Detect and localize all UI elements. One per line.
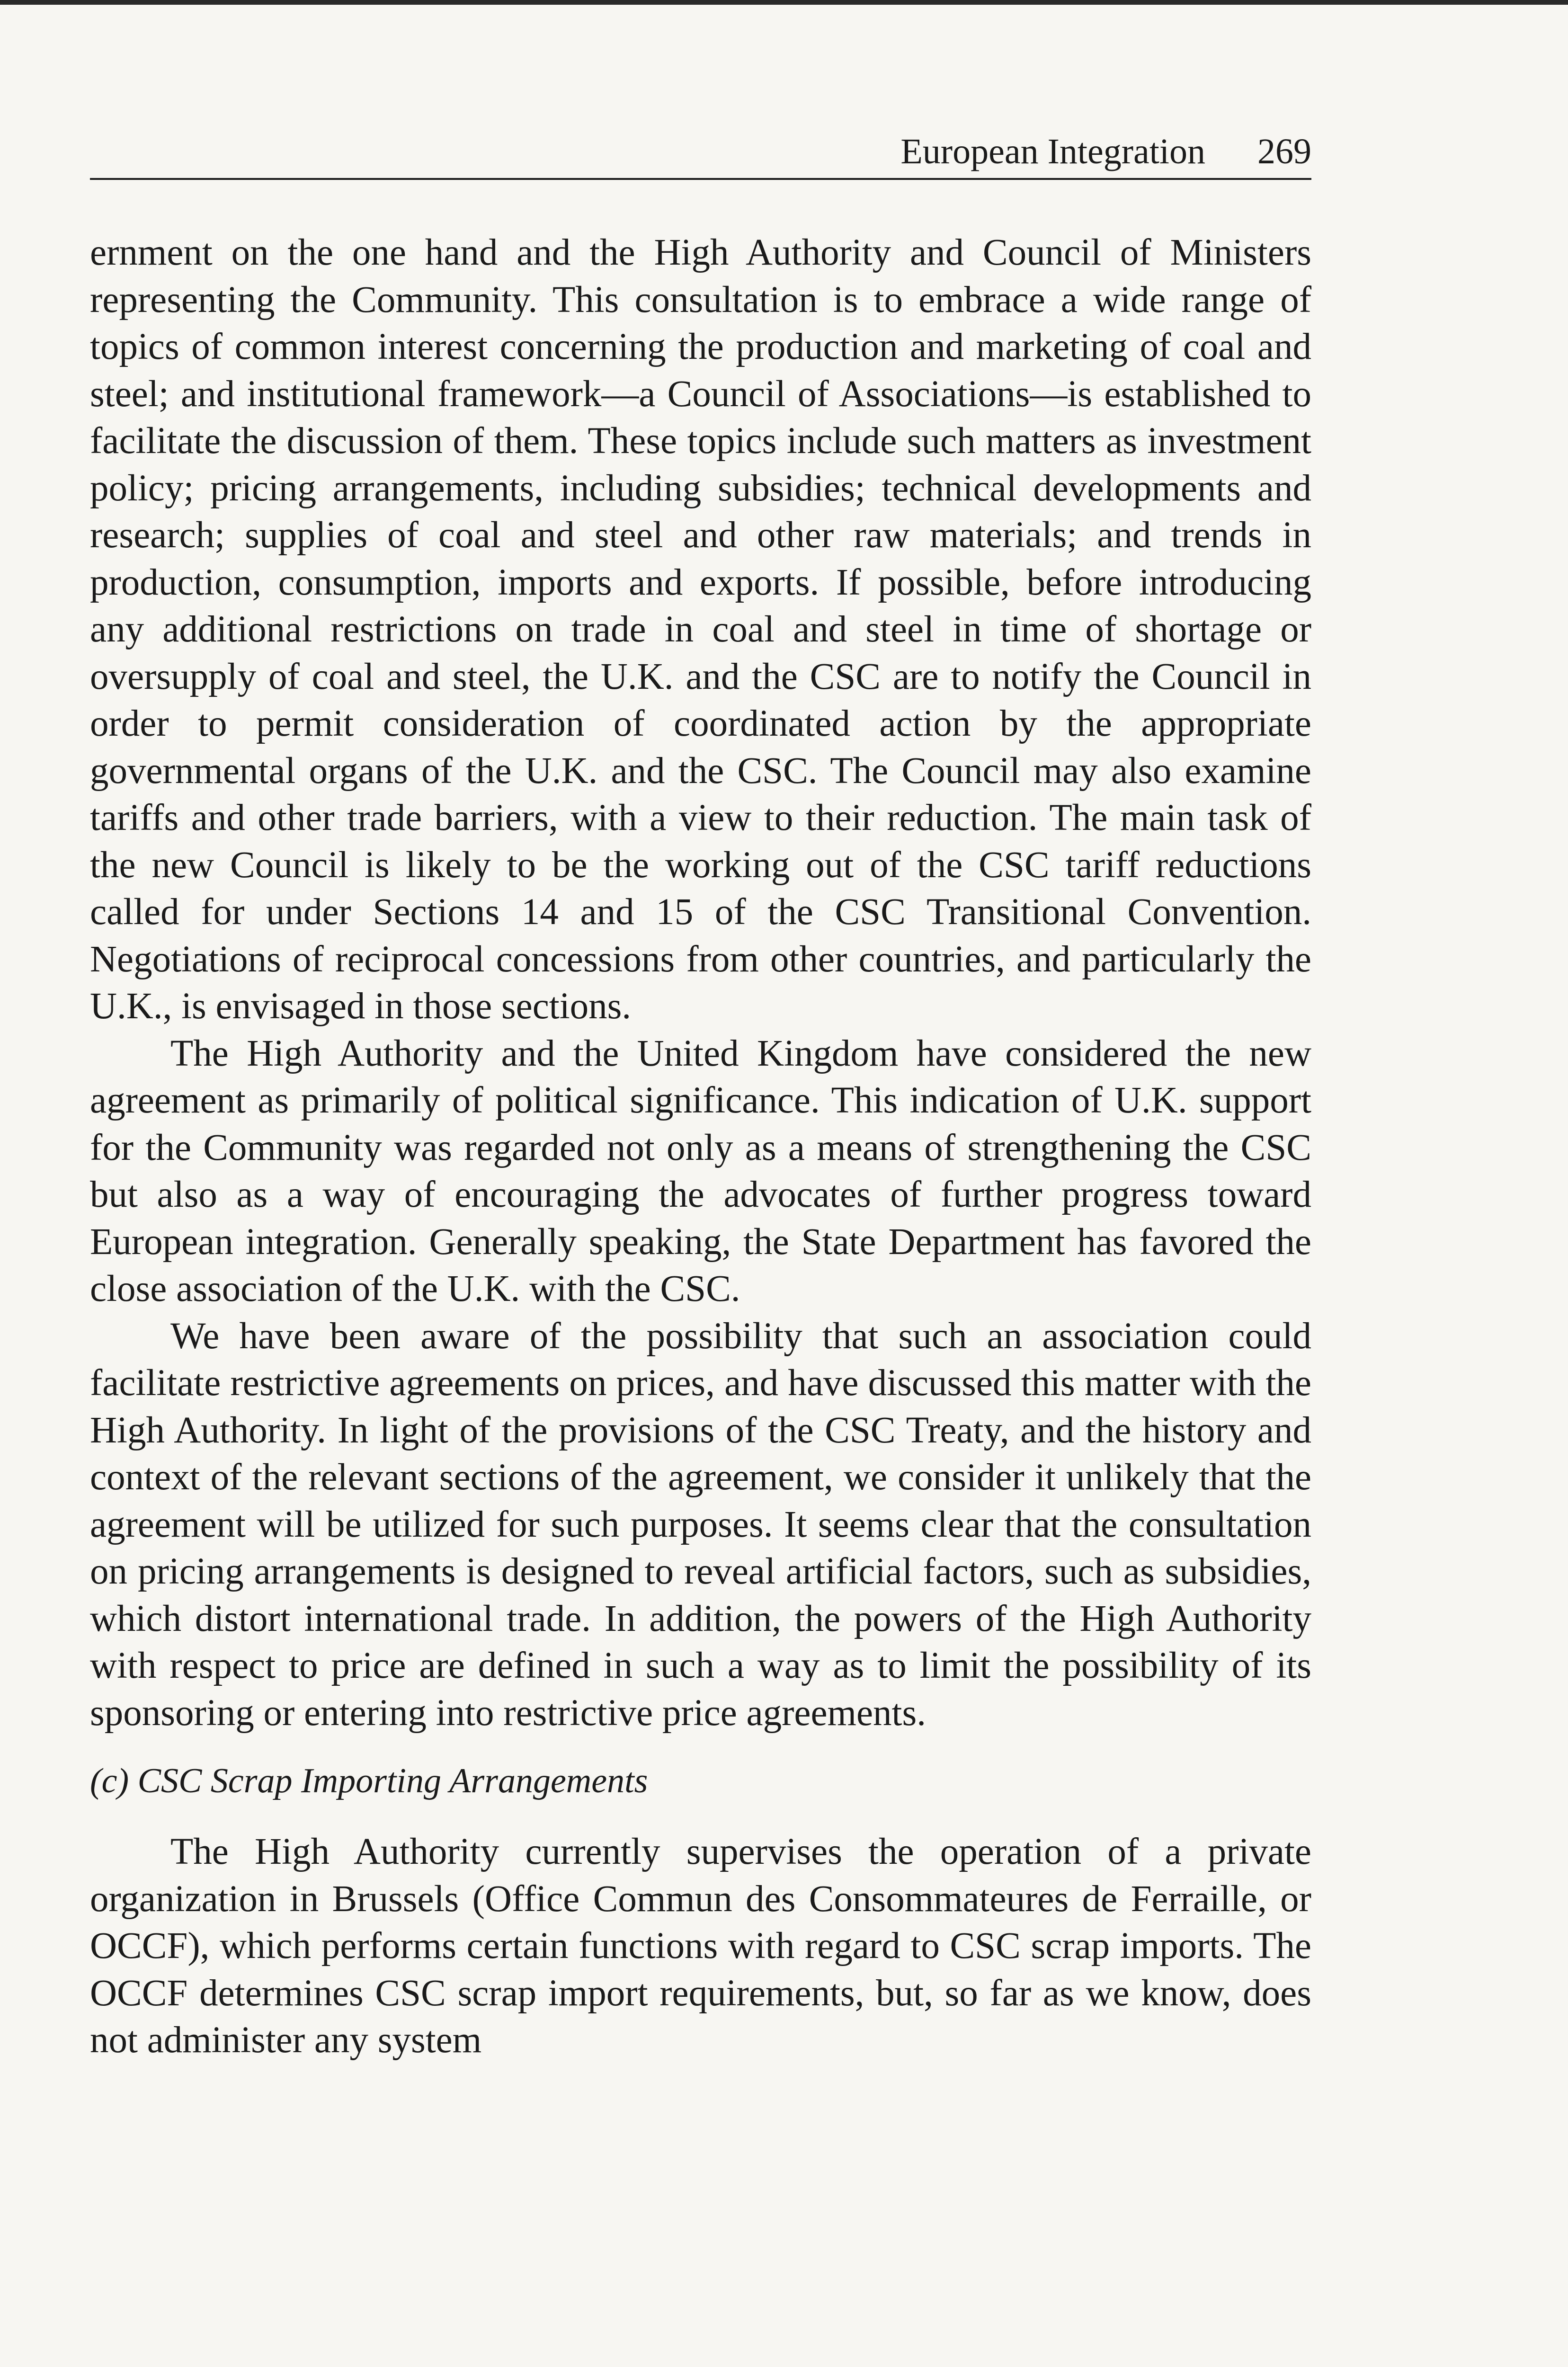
paragraph-continued: ernment on the one hand and the High Authority and Council of Ministers representing the Community. This consultation is to embrace a wide range of topics of common interest concerning the production and marketing of coal and steel; and institutional framework—a Council of Associations—is established to facilitate the discussion of them. These topics include such matters as investment policy; pricing arrangements, including subsidies; technical developments and research; supplies of coal and steel and other raw materials; and trends in production, consumption, imports and exports. If possible, before introducing any additional restrictions on trade in coal and steel in time of shortage or oversupply of coal and steel, the U.K. and the CSC are to notify the Council in order to permit consideration of coordinated action by the appropriate governmental organs of the U.K. and the CSC. The Council may also examine tariffs and other trade barriers, with a view to their reduction. The main task of the new Council is likely to be the working out of the CSC tariff reductions called for under Sections 14 and 15 of the CSC Transitional Convention. Negotiations of reciprocal concessions from other countries, and particularly the U.K., is envisaged in those sections. [90,232,1311,1027]
document-page [90,128,1311,2064]
paragraph-restrictive-agreements: We have been aware of the possibility that such an association could facilitate restrictive agreements on prices, and have discussed this matter with the High Authority. In light of the provisions of the CSC Treaty, and the history and context of the relevant sections of the agreement, we consider it unlikely that the agreement will be utilized for such purposes. It seems clear that the consultation on pricing arrangements is designed to reveal artificial factors, such as subsidies, which distort international trade. In addition, the powers of the High Authority with respect to price are defined in such a way as to limit the possibility of its sponsoring or entering into restrictive price agreements. [90,1315,1311,1734]
paragraph-scrap-importing: The High Authority currently supervises the operation of a private organization in Brussels (Office Commun des Consommateures de Ferraille, or OCCF), which performs certain functions with regard to CSC scrap imports. The OCCF determines CSC scrap import requirements, but, so far as we know, does not administer any system [90,1831,1311,2061]
section-heading: (c) CSC Scrap Importing Arrangements [90,1762,648,1800]
page-top-edge [0,0,1568,5]
page-number: 269 [1257,132,1311,171]
body-text [90,229,1311,2064]
paragraph-political-significance: The High Authority and the United Kingdom have considered the new agreement as primarily of political significance. This indication of U.K. support for the Community was regarded not only as a means of strengthening the CSC but also as a way of encouraging the advocates of further progress toward European integration. Generally speaking, the State Department has favored the close association of the U.K. with the CSC. [90,1032,1311,1309]
running-title: European Integration [900,132,1205,171]
running-head [90,128,1311,180]
